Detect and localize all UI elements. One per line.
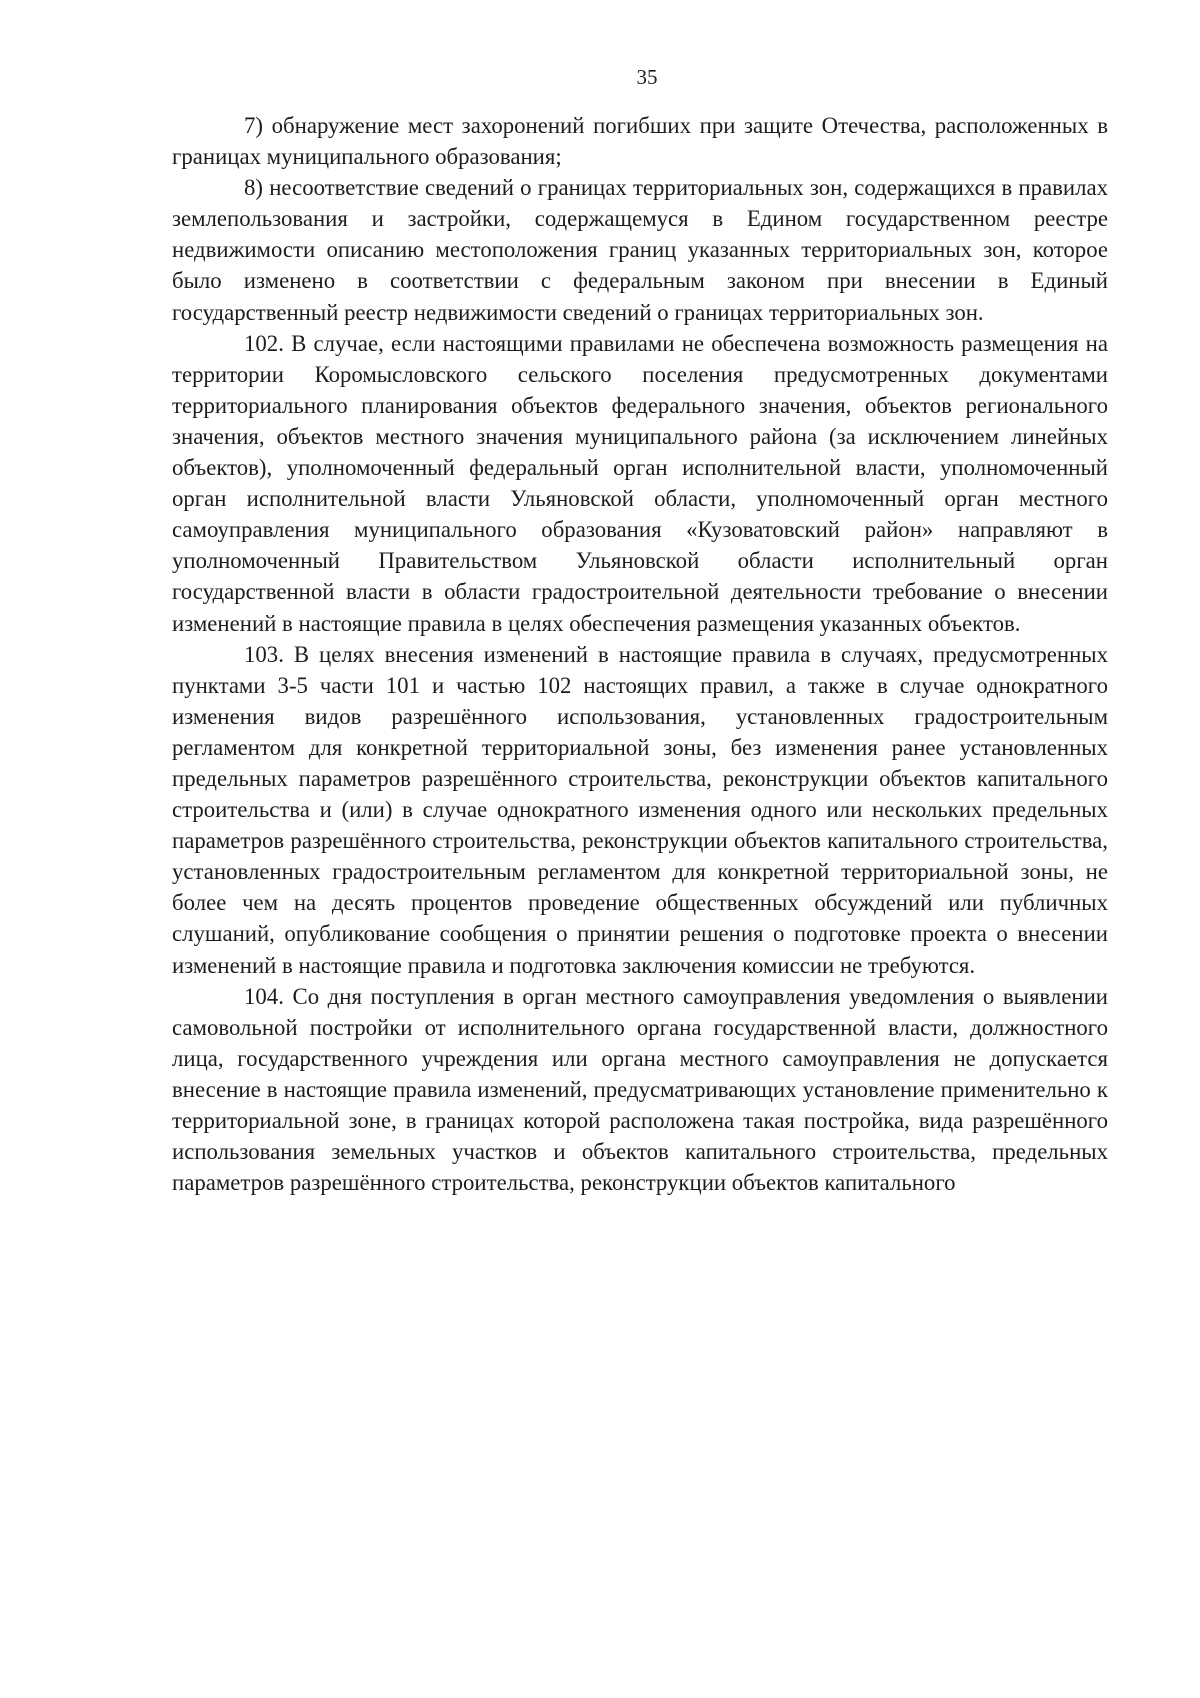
body-text: [172, 110, 1108, 1198]
paragraph-103: 103. В целях внесения изменений в настоящие правила в случаях, предусмотренных пунктами 3-5 части 101 и частью 102 настоящих правил, а также в случае однократного изменения видов разрешённого использования, установленных градостроительным регламентом для конкретной территориальной зоны, без изменения ранее установленных предельных параметров разрешённого строительства, реконструкции объектов капитального строительства и (или) в случае однократного изменения одного или нескольких предельных параметров разрешённого строительства, реконструкции объектов капитального строительства, установленных градостроительным регламентом для конкретной территориальной зоны, не более чем на десять процентов проведение общественных обсуждений или публичных слушаний, опубликование сообщения о принятии решения о подготовке проекта о внесении изменений в настоящие правила и подготовка заключения комиссии не требуются.: [172, 641, 1108, 978]
page-number: 35: [636, 65, 658, 89]
paragraph-item-7: 7) обнаружение мест захоронений погибших при защите Отечества, расположенных в границах муниципального образования;: [172, 113, 1108, 170]
paragraph-104: 104. Со дня поступления в орган местного самоуправления уведомления о выявлении самовольной постройки от исполнительного органа государственной власти, должностного лица, государственного учреждения или органа местного самоуправления не допускается внесение в настоящие правила изменений, предусматривающих установление применительно к территориальной зоне, в границах которой расположена такая постройка, вида разрешённого использования земельных участков и объектов капитального строительства, предельных параметров разрешённого строительства, реконструкции объектов капитального: [172, 983, 1108, 1196]
paragraph-102: 102. В случае, если настоящими правилами не обеспечена возможность размещения на территории Коромысловского сельского поселения предусмотренных документами территориального планирования объектов федерального значения, объектов регионального значения, объектов местного значения муниципального района (за исключением линейных объектов), уполномоченный федеральный орган исполнительной власти, уполномоченный орган исполнительной власти Ульяновской области, уполномоченный орган местного самоуправления муниципального образования «Кузоватовский район» направляют в уполномоченный Правительством Ульяновской области исполнительный орган государственной власти в области градостроительной деятельности требование о внесении изменений в настоящие правила в целях обеспечения размещения указанных объектов.: [172, 330, 1108, 636]
paragraph-item-8: 8) несоответствие сведений о границах территориальных зон, содержащихся в правилах землепользования и застройки, содержащемуся в Едином государственном реестре недвижимости описанию местоположения границ указанных территориальных зон, которое было изменено в соответствии с федеральным законом при внесении в Единый государственный реестр недвижимости сведений о границах территориальных зон.: [172, 175, 1108, 325]
